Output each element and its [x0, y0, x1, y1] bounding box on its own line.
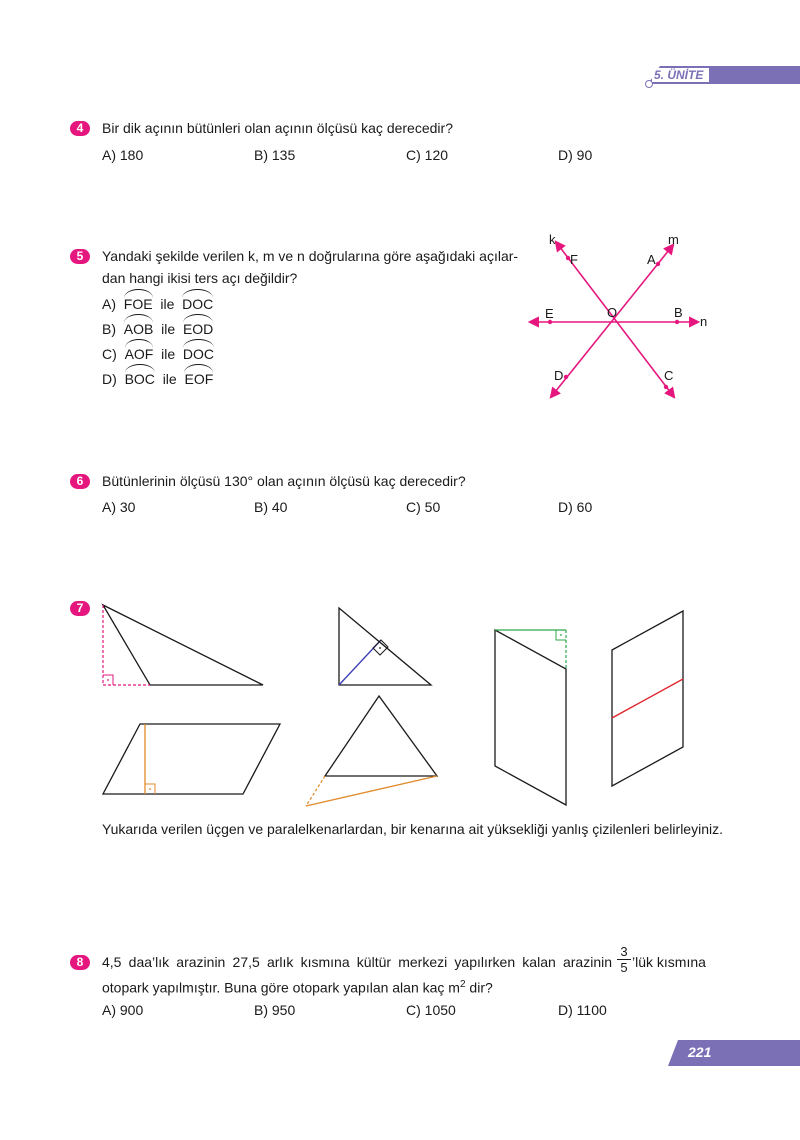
label-b: B	[674, 305, 683, 320]
angle-name: EOF	[184, 371, 214, 387]
q8-option-b[interactable]: B) 950	[254, 1002, 296, 1018]
q6-option-d[interactable]: D) 60	[558, 499, 593, 515]
q8-line2-a: otopark yapılmıştır. Buna göre otopark yapılan alan kaç m	[102, 979, 460, 996]
question-8-text-line2	[102, 975, 493, 998]
triangle-3	[306, 696, 437, 806]
label-d: D	[554, 368, 564, 383]
q6-option-c[interactable]: C) 50	[406, 499, 441, 515]
option-letter: A)	[102, 296, 116, 312]
angle-name: EOD	[182, 321, 214, 337]
angle-name: FOE	[123, 296, 153, 312]
parallelogram-3	[103, 724, 280, 794]
question-number-4: 4	[70, 121, 90, 136]
question-5-text-line2: dan hangi ikisi ters açı değildir?	[102, 270, 298, 286]
question-4-text: Bir dik açının bütünleri olan açının ölçüsü kaç derecedir?	[102, 120, 453, 136]
question-number-5: 5	[70, 249, 90, 264]
question-number-6: 6	[70, 474, 90, 489]
q6-option-b[interactable]: B) 40	[254, 499, 288, 515]
q4-option-d[interactable]: D) 90	[558, 147, 593, 163]
question-5-text-line1: Yandaki şekilde verilen k, m ve n doğrularına göre aşağıdaki açılar-	[102, 248, 519, 264]
question-number-7: 7	[70, 601, 90, 616]
q8-fraction	[617, 944, 631, 975]
label-e: E	[545, 306, 554, 321]
q6-option-a[interactable]: A) 30	[102, 499, 136, 515]
q8-line2-b: dir?	[465, 979, 493, 996]
fraction-denominator: 5	[620, 960, 628, 975]
question-7-text: Yukarıda verilen üçgen ve paralelkenarlardan, bir kenarına ait yüksekliği yanlış çizilenleri belirleyiniz.	[102, 821, 723, 837]
question-8-text-part1: 4,5 daa’lık arazinin 27,5 arlık kısmına kültür merkezi yapılırken kalan arazinin	[102, 954, 612, 970]
option-connector: ile	[161, 346, 176, 362]
angle-name: AOB	[123, 321, 154, 337]
q8-option-d[interactable]: D) 1100	[558, 1002, 607, 1018]
parallelogram-1	[495, 630, 566, 805]
unit-title: 5. ÜNİTE	[652, 68, 709, 82]
angle-name: DOC	[182, 346, 215, 362]
question-number-8: 8	[70, 955, 90, 970]
q8-option-a[interactable]: A) 900	[102, 1002, 144, 1018]
question-8-text-part2: ’lük kısmına	[632, 954, 706, 970]
option-connector: ile	[162, 371, 177, 387]
label-a: A	[647, 252, 656, 267]
question-6-text: Bütünlerinin ölçüsü 130° olan açının ölçüsü kaç derecedir?	[102, 473, 466, 489]
fraction-numerator: 3	[620, 944, 628, 959]
triangle-2	[339, 608, 431, 685]
label-m: m	[668, 232, 679, 247]
label-f: F	[570, 252, 578, 267]
angle-name: DOC	[182, 296, 214, 312]
q8-option-c[interactable]: C) 1050	[406, 1002, 456, 1018]
page-number: 221	[688, 1044, 712, 1060]
option-connector: ile	[161, 321, 176, 337]
option-letter: C)	[102, 346, 117, 362]
q4-option-c[interactable]: C) 120	[406, 147, 449, 163]
q8-superscript: 2	[459, 979, 466, 990]
option-connector: ile	[160, 296, 175, 312]
angle-name: AOF	[124, 346, 154, 362]
label-c: C	[664, 368, 674, 383]
q4-option-b[interactable]: B) 135	[254, 147, 296, 163]
angle-name: BOC	[124, 371, 155, 387]
label-n: n	[700, 314, 708, 329]
option-letter: B)	[102, 321, 116, 337]
label-k: k	[549, 232, 556, 247]
q4-option-a[interactable]: A) 180	[102, 147, 144, 163]
parallelogram-2	[612, 611, 683, 786]
label-o: O	[607, 305, 618, 320]
triangle-1	[103, 605, 263, 685]
option-letter: D)	[102, 371, 117, 387]
